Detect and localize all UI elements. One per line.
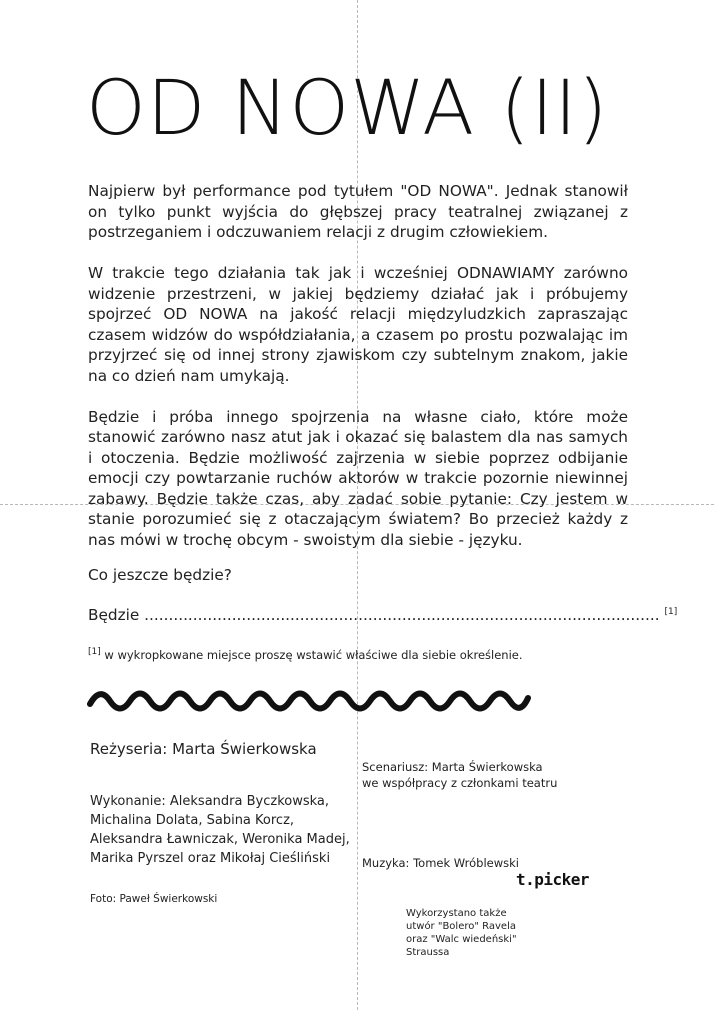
extra-line: Wykorzystano także bbox=[406, 908, 507, 919]
poster-title: OD NOWA (II) bbox=[86, 63, 609, 152]
music-extra-credit bbox=[406, 907, 517, 959]
photo-credit: Foto: Paweł Świerkowski bbox=[90, 893, 218, 905]
paragraph-2: W trakcie tego działania tak jak i wcześniej ODNAWIAMY zarówno widzenie przestrzeni, w jakiej będziemy działać jak i próbujemy spojrzeć OD NOWA na jakość relacji międzyludzkich zapraszając czasem widzów do współdziałania, a czasem po prostu pozwalając im przyjrzeć się od innej strony zjawiskom czy subtelnym znakom, jakie na co dzień nam umykają. bbox=[88, 264, 628, 385]
performers-credit bbox=[90, 792, 350, 868]
extra-line: oraz "Walc wiedeński" bbox=[406, 934, 517, 945]
question-line: Co jeszcze będzie? bbox=[88, 566, 232, 584]
performers-line: Aleksandra Ławniczak, Weronika Madej, bbox=[90, 832, 350, 847]
extra-line: utwór "Bolero" Ravela bbox=[406, 921, 516, 932]
script-credit-line: we współpracy z członkami teatru bbox=[362, 776, 558, 790]
performers-line: Marika Pyrszel oraz Mikołaj Cieśliński bbox=[90, 851, 331, 866]
footnote bbox=[88, 647, 523, 662]
director-credit: Reżyseria: Marta Świerkowska bbox=[90, 740, 317, 758]
footnote-text: w wykropkowane miejsce proszę wstawić właściwe dla siebie określenie. bbox=[100, 647, 523, 662]
extra-line: Straussa bbox=[406, 947, 450, 958]
paragraph-3: Będzie i próba innego spojrzenia na własne ciało, które może stanowić zarówno nasz atut jak i okazać się balastem dla nas samych i otoczenia. Będzie możliwość zajrzenia w siebie poprzez odbijanie emocji czy powtarzanie ruchów aktorów w trakcie pozornie niewinnej zabawy. Będzie także czas, aby zadać sobie pytanie: Czy jestem w stanie porozumieć się z otaczającym światem? Bo przecież każdy z nas mówi w trochę obcym - swoistym dla siebie - języku. bbox=[88, 407, 628, 549]
tpicker-logo: t.picker bbox=[516, 870, 590, 889]
footnote-marker: [1] bbox=[88, 647, 101, 657]
paragraph-1: Najpierw był performance pod tytułem "OD NOWA". Jednak stanowił on tylko punkt wyjścia do głębszej pracy teatralnej związanej z postrzeganiem i odczuwaniem relacji z drugim człowiekiem. bbox=[88, 182, 628, 241]
fill-in-dots: .......................................................................................................... bbox=[144, 606, 660, 624]
fill-in-line bbox=[88, 606, 678, 624]
description bbox=[88, 181, 628, 571]
script-credit-line: Scenariusz: Marta Świerkowska bbox=[362, 760, 543, 774]
performers-line: Michalina Dolata, Sabina Korcz, bbox=[90, 813, 295, 828]
performers-line: Wykonanie: Aleksandra Byczkowska, bbox=[90, 794, 330, 809]
script-credit bbox=[362, 759, 557, 791]
wave-icon bbox=[86, 684, 532, 718]
music-credit: Muzyka: Tomek Wróblewski bbox=[362, 856, 519, 870]
fill-in-lead: Będzie bbox=[88, 606, 145, 624]
footnote-ref: [1] bbox=[664, 606, 678, 617]
